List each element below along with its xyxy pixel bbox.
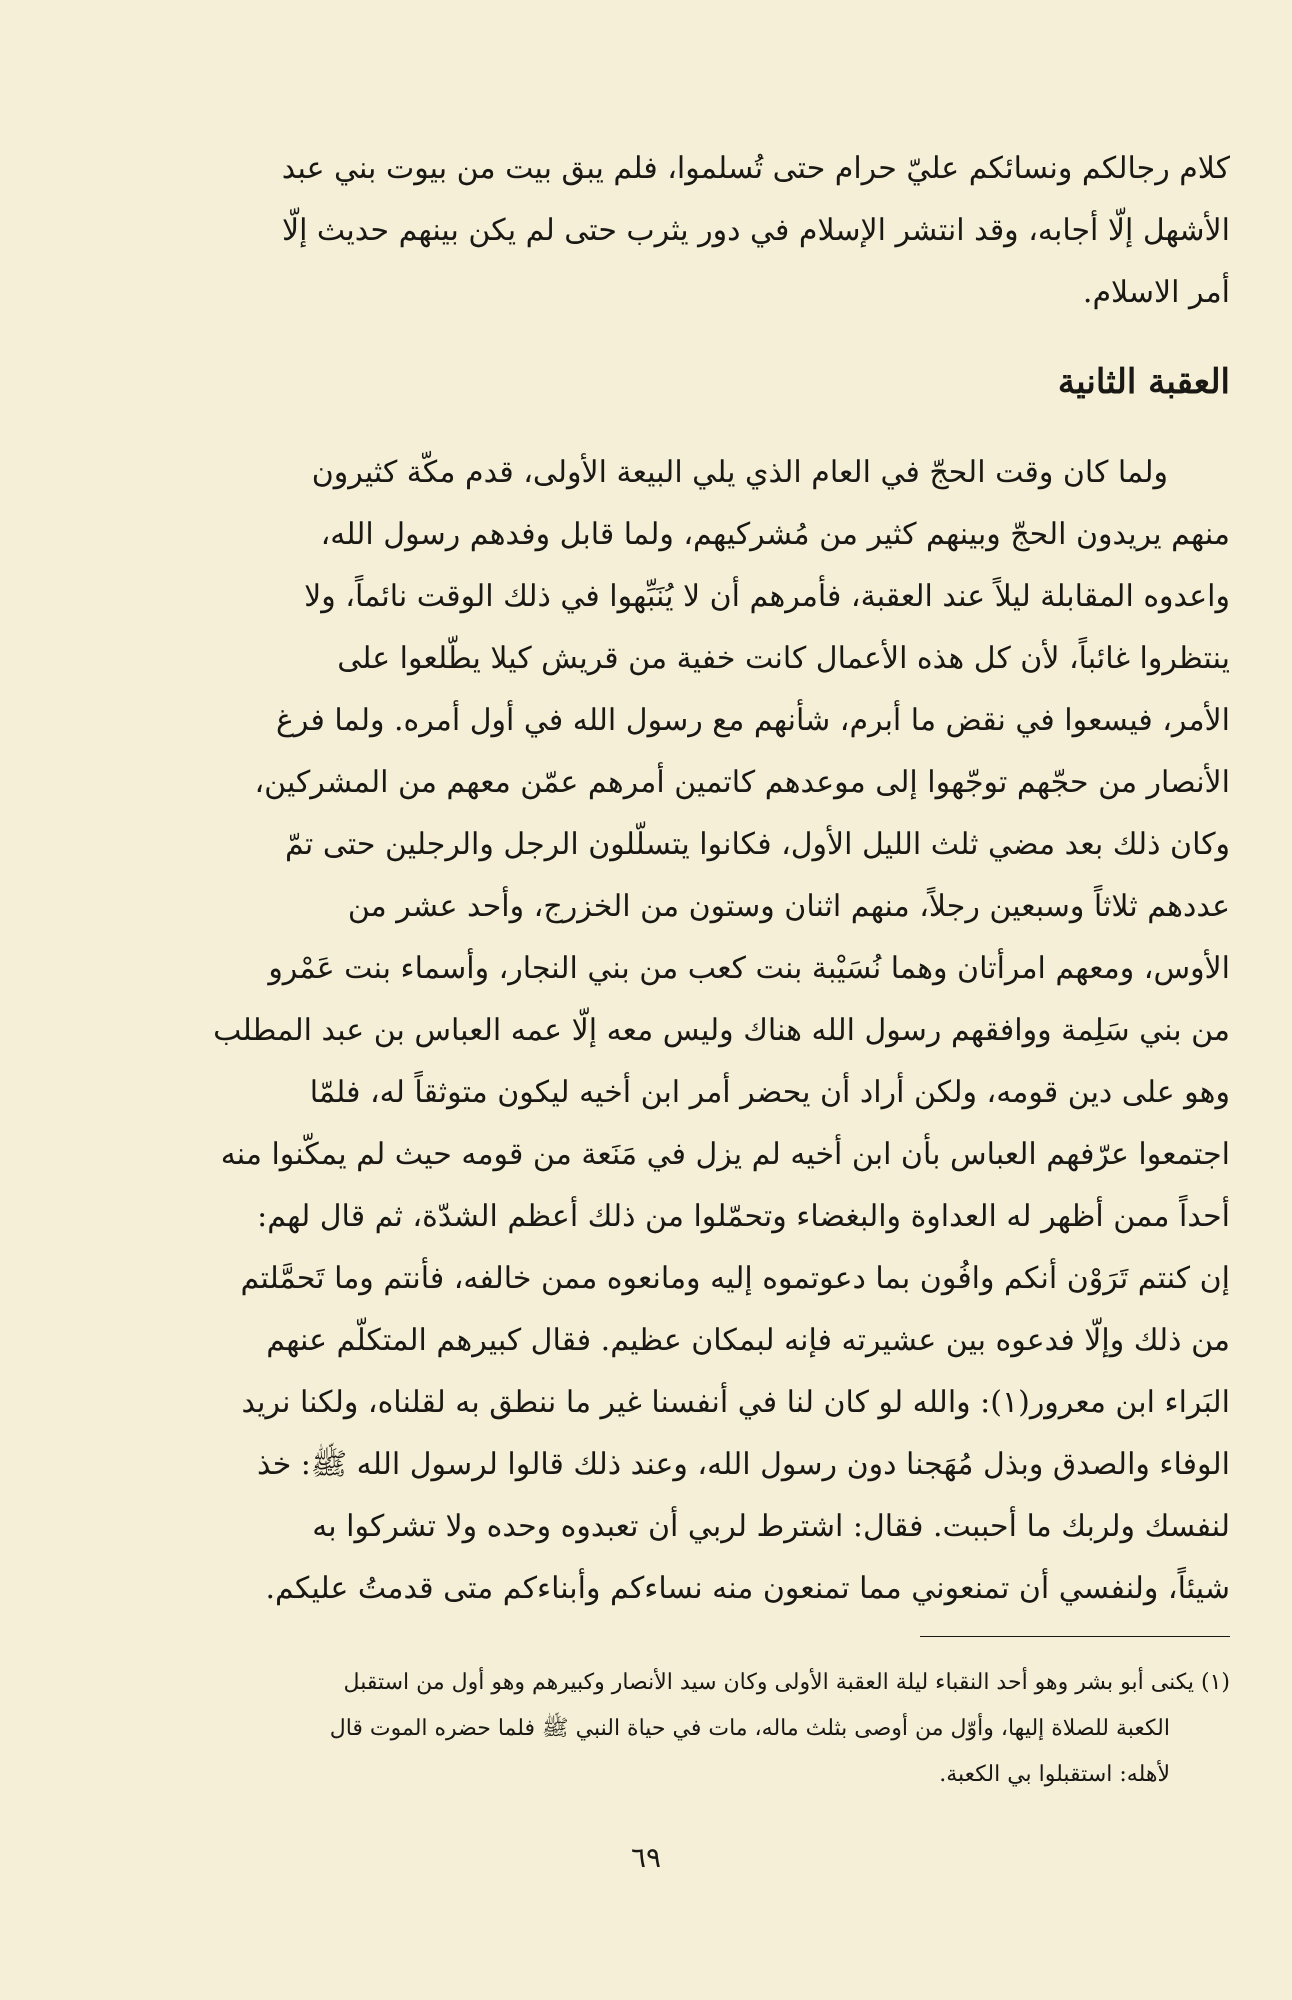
text-line: البَراء ابن معرور(١): والله لو كان لنا في أنفسنا غير ما ننطق به لقلناه، ولكنا نريد [241, 1385, 1230, 1420]
text-line: ولما كان وقت الحجّ في العام الذي يلي البيعة الأولى، قدم مكّة كثيرون [311, 455, 1168, 490]
text-line: الأنصار من حجّهم توجّهوا إلى موعدهم كاتمين أمرهم عمّن معهم من المشركين، [254, 765, 1230, 800]
text-line: واعدوه المقابلة ليلاً عند العقبة، فأمرهم أن لا يُنَبِّهوا في ذلك الوقت نائماً، ولا [304, 579, 1230, 614]
text-line: الأمر، فيسعوا في نقض ما أبرم، شأنهم مع رسول الله في أول أمره. ولما فرغ [276, 703, 1230, 738]
text-line: منهم يريدون الحجّ وبينهم كثير من مُشركيهم، ولما قابل وفدهم رسول الله، [320, 517, 1230, 552]
page-number: ٦٩ [630, 1841, 662, 1874]
text-line: أحداً ممن أظهر له العداوة والبغضاء وتحمّلوا من ذلك أعظم الشدّة، ثم قال لهم: [257, 1199, 1230, 1234]
text-line: ينتظروا غائباً، لأن كل هذه الأعمال كانت خفية من قريش كيلا يطّلعوا على [337, 641, 1230, 676]
paragraph-continued [150, 138, 1230, 324]
text-line: عددهم ثلاثاً وسبعين رجلاً، منهم اثنان وستون من الخزرج، وأحد عشر من [347, 889, 1230, 924]
text-line: كلام رجالكم ونسائكم عليّ حرام حتى تُسلموا، فلم يبق بيت من بيوت بني عبد [281, 151, 1230, 186]
text-line: الوفاء والصدق وبذل مُهَجنا دون رسول الله، وعند ذلك قالوا لرسول الله ﷺ: خذ [256, 1447, 1230, 1482]
text-line: وهو على دين قومه، ولكن أراد أن يحضر أمر ابن أخيه ليكون متوثقاً له، فلمّا [309, 1075, 1230, 1110]
footnote-separator [920, 1636, 1230, 1637]
text-line: لنفسك ولربك ما أحببت. فقال: اشترط لربي أن تعبدوه وحده ولا تشركوا به [312, 1509, 1230, 1544]
paragraph-main [150, 442, 1230, 1620]
footnote [150, 1660, 1230, 1798]
text-line: من بني سَلِمة ووافقهم رسول الله هناك وليس معه إلّا عمه العباس بن عبد المطلب [213, 1013, 1230, 1048]
text-line: اجتمعوا عرّفهم العباس بأن ابن أخيه لم يزل في مَنَعة من قومه حيث لم يمكّنوا منه [220, 1137, 1230, 1172]
text-line: إن كنتم تَرَوْن أنكم وافُون بما دعوتموه إليه ومانعوه ممن خالفه، فأنتم وما تَحمَّلتم [240, 1261, 1230, 1296]
text-line: شيئاً، ولنفسي أن تمنعوني مما تمنعون منه نساءكم وأبناءكم متى قدمتُ عليكم. [265, 1571, 1230, 1606]
text-line: أمر الاسلام. [1082, 275, 1230, 310]
text-line: الأوس، ومعهم امرأتان وهما نُسَيْبة بنت كعب من بني النجار، وأسماء بنت عَمْرو [268, 951, 1230, 986]
section-heading: العقبة الثانية [1057, 362, 1230, 402]
text-line: الأشهل إلّا أجابه، وقد انتشر الإسلام في دور يثرب حتى لم يكن بينهم حديث إلّا [281, 213, 1230, 248]
footnote-line: الكعبة للصلاة إليها، وأوّل من أوصى بثلث ماله، مات في حياة النبي ﷺ فلما حضره الموت قال [329, 1716, 1170, 1741]
text-line: وكان ذلك بعد مضي ثلث الليل الأول، فكانوا يتسلّلون الرجل والرجلين حتى تمّ [284, 827, 1230, 862]
text-line: من ذلك وإلّا فدعوه بين عشيرته فإنه لبمكان عظيم. فقال كبيرهم المتكلّم عنهم [266, 1323, 1230, 1358]
footnote-line: (١) يكنى أبو بشر وهو أحد النقباء ليلة العقبة الأولى وكان سيد الأنصار وكبيرهم وهو أول من استقبل [343, 1670, 1230, 1695]
footnote-line: لأهله: استقبلوا بي الكعبة. [939, 1762, 1170, 1787]
